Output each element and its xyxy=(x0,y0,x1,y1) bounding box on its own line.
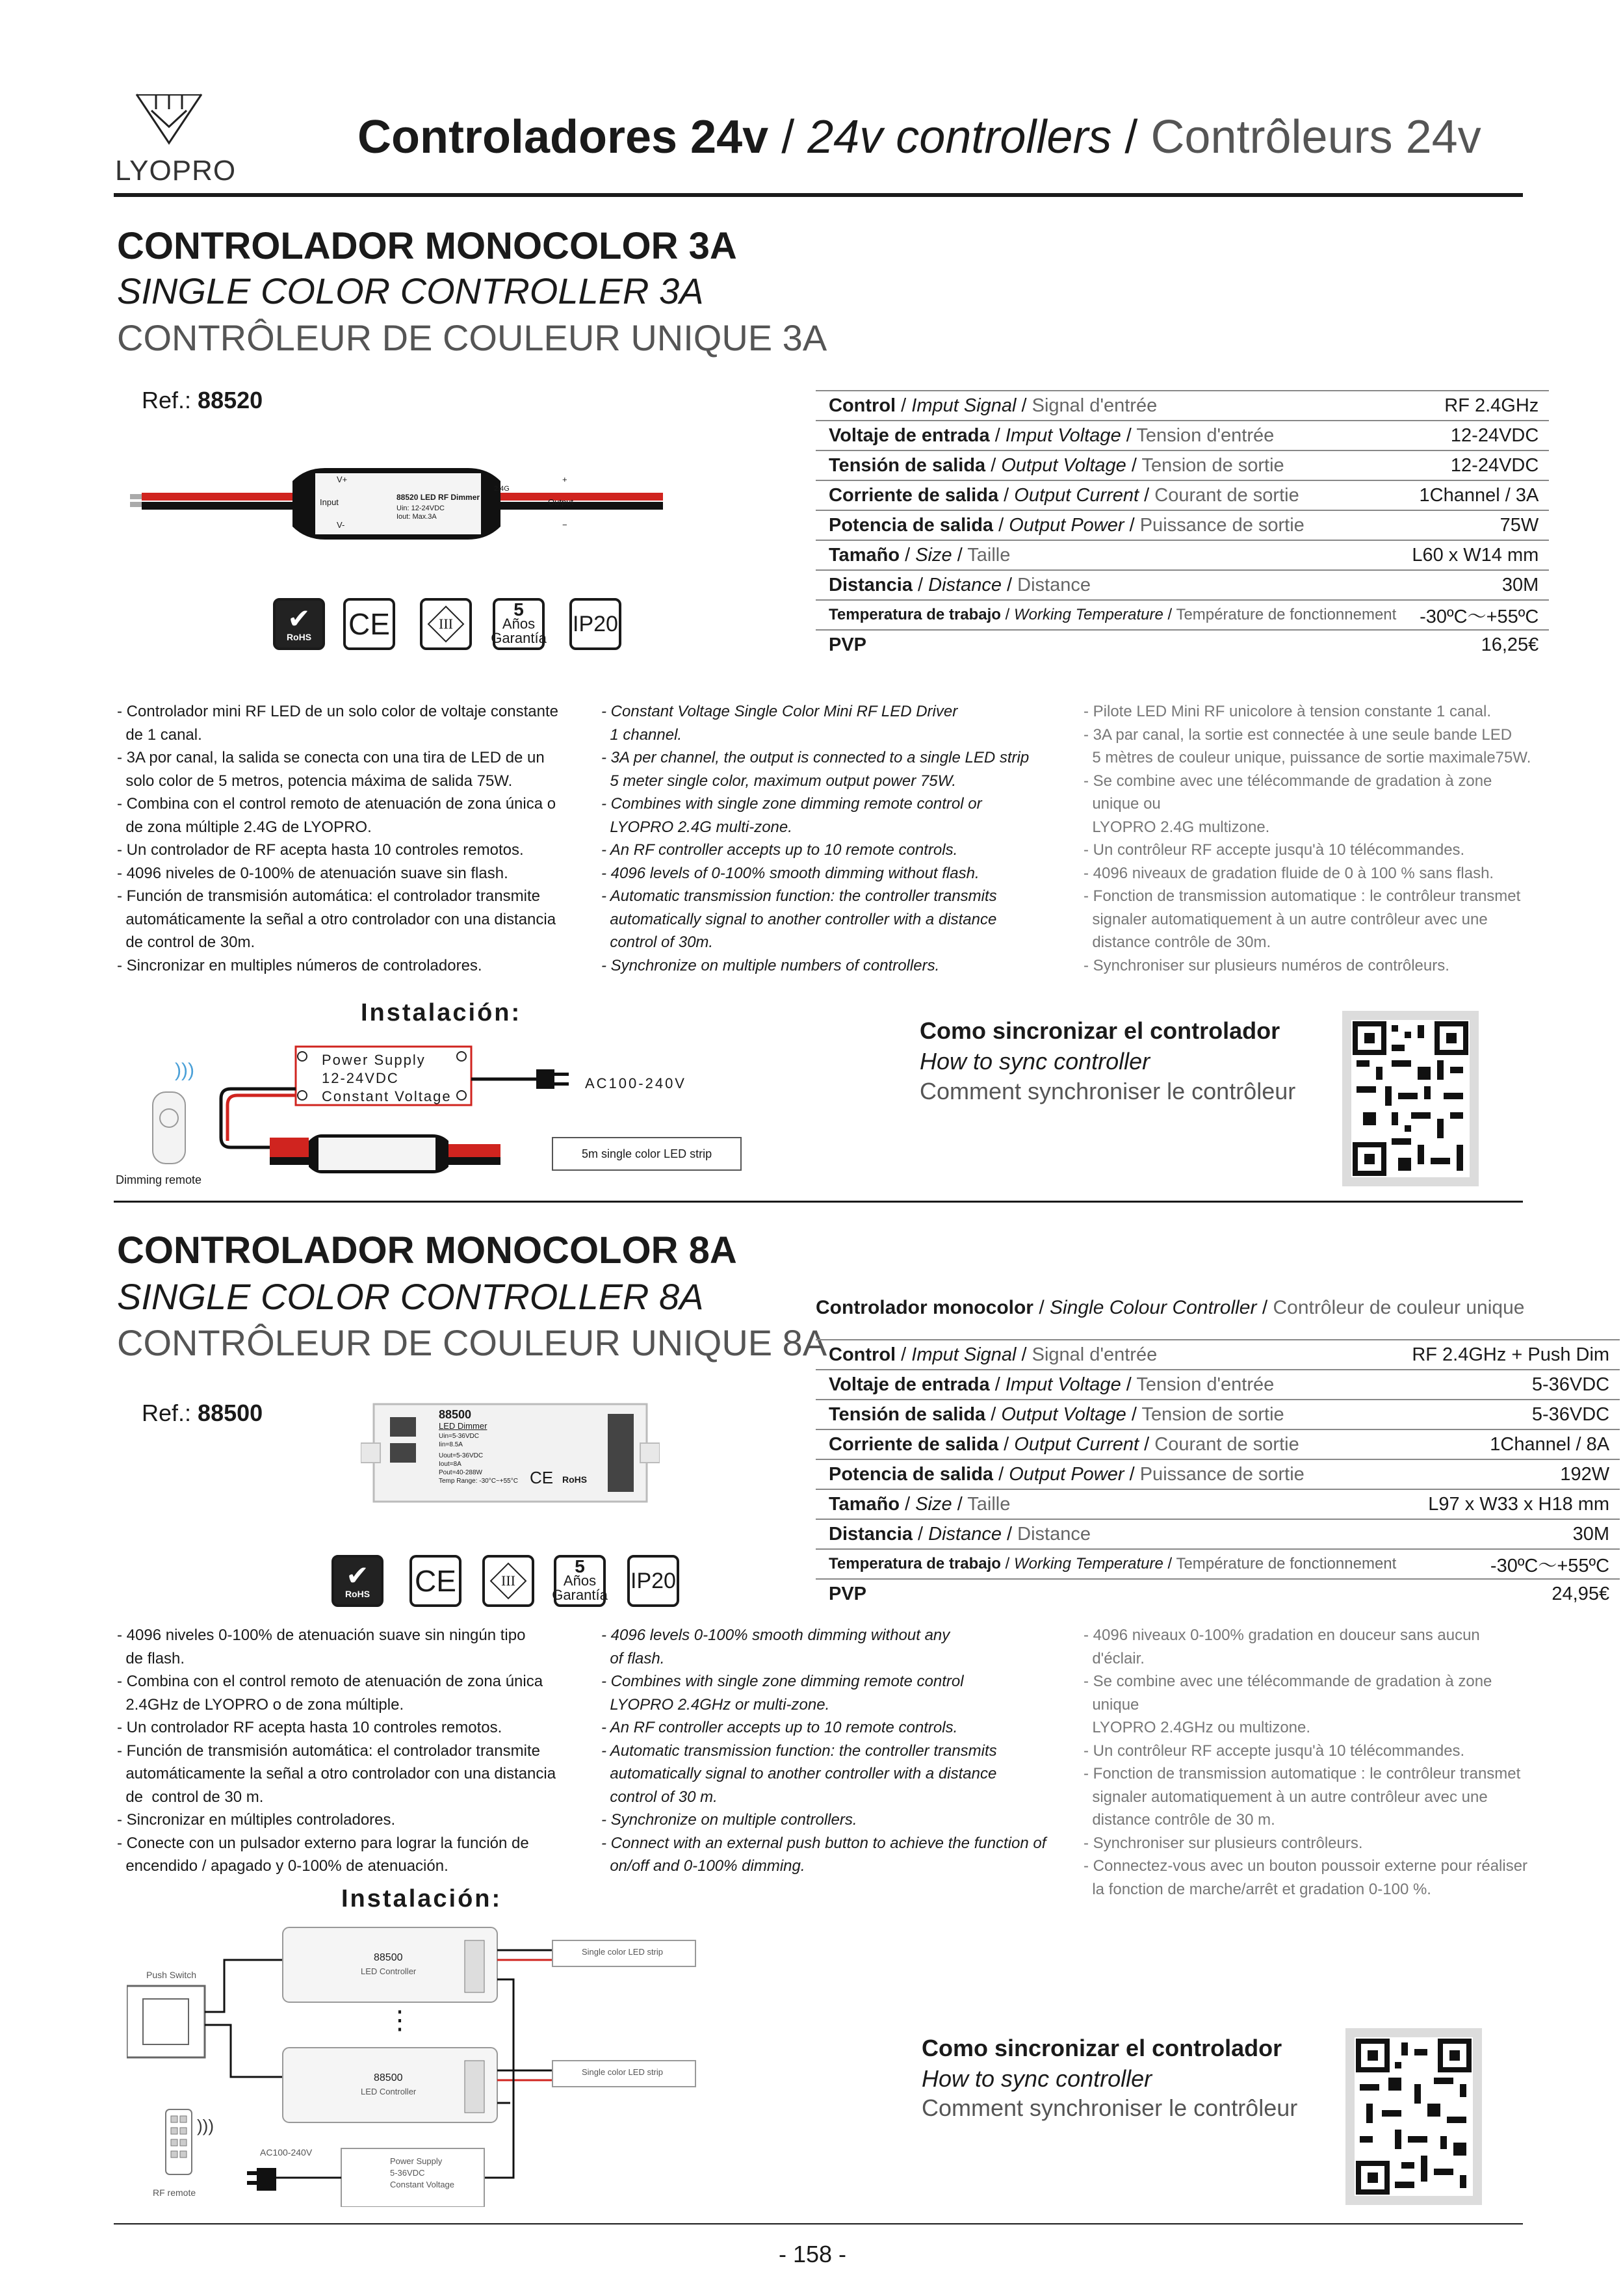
product1-desc-fr: - Pilote LED Mini RF unicolore à tension constante 1 canal. - 3A par canal, la sortie est connectée à une seule bande LED 5 mètres de couleur unique, puissance de sortie maximale75W. - Se combine avec une télécommande de gradation à zone unique ou LYOPRO 2.4G multizone. - Un contrôleur RF accepte jusqu'à 10 télécommandes. - 4096 niveaux de gradation fluide de 0 à 100 % sans flash. - Fonction de transmission automatique : le contrôleur transmet signaler automatiquement à un autre contrôleur avec une distance contrôle de 30m. - Synchroniser sur plusieurs numéros de contrôleurs. xyxy=(1084,703,1531,974)
warranty-label: Garantía xyxy=(491,630,547,646)
product1-desc-es: - Controlador mini RF LED de un solo color de voltaje constante de 1 canal. - 3A por canal, la salida se conecta con una tira de LED de un solo color de 5 metros, potencia máxima de salida 75W. - Combina con el control remoto de atenuación de zona única o de zona múltiple 2.4G de LYOPRO. - Un controlador de RF acepta hasta 10 controles remotos. - 4096 niveles de 0-100% de atenuación suave sin flash. - Función de transmisión automática: el controlador transmite automáticamente la señal a otro controlador con una distancia de control de 30m. - Sincronizar en multiples números de controladores. xyxy=(117,703,559,974)
product2-subtitle: Controlador monocolor / Single Colour Controller / Contrôleur de couleur unique xyxy=(816,1297,1525,1318)
title-fr: Contrôleurs 24v xyxy=(1150,111,1481,163)
section-separator xyxy=(114,1201,1523,1203)
spec-label-fr: Courant de sortie xyxy=(1154,1433,1299,1455)
install-voltage: 12-24VDC xyxy=(322,1070,399,1086)
ce-badge: CE xyxy=(409,1555,461,1607)
rohs-badge xyxy=(273,598,325,650)
spec-label: Voltaje de entrada / Imput Voltage / Tension d'entrée xyxy=(816,421,1399,450)
device-vminus: V- xyxy=(337,520,345,530)
title-sep: / xyxy=(1111,111,1151,163)
install-remote-label: Dimming remote xyxy=(116,1173,202,1186)
title-sep: / xyxy=(768,111,808,163)
product2-desc-en: - 4096 levels 0-100% smooth dimming without any of flash. - Combines with single zone dimming remote control LYOPRO 2.4GHz or multi-zone. - An RF controller accepts up to 10 remote controls. - Automatic transmission function: the controller transmits automatically signal to another controller with a distance control of 30 m. - Synchronize on multiple controllers. - Connect with an external push button to achieve the function of on/off and 0-100% dimming. xyxy=(601,1626,1046,1875)
price-label: PVP xyxy=(829,1583,867,1604)
spec-value: 12-24VDC xyxy=(1399,450,1549,480)
spec-label-fr: Tension de sortie xyxy=(1141,1403,1284,1425)
product1-device-image xyxy=(130,455,669,553)
install-push-switch: Push Switch xyxy=(146,1970,197,1980)
spec-label-en: Output Power xyxy=(1009,514,1124,536)
spec-label: Temperatura de trabajo / Working Temperature / Température de fonctionnement xyxy=(816,1549,1399,1579)
spec-label: Potencia de salida / Output Power / Puissance de sortie xyxy=(816,510,1399,540)
spec-row xyxy=(816,391,1549,421)
product2-ref xyxy=(142,1400,263,1427)
warranty-anos: Años xyxy=(502,616,536,632)
logo-triangle-icon xyxy=(114,91,237,156)
ref-label: Ref.: xyxy=(142,387,192,413)
device-rohs: RoHS xyxy=(562,1474,588,1485)
spec-label: Control / Imput Signal / Signal d'entrée xyxy=(816,1340,1399,1370)
spec-label-fr: Température de fonctionnement xyxy=(1176,1555,1397,1572)
spec-row xyxy=(816,1489,1620,1519)
spec-label-en: Output Power xyxy=(1009,1463,1124,1485)
install-controller-model: 88500 xyxy=(374,2072,403,2083)
device-iout: Iout: Max.3A xyxy=(396,513,437,521)
product2-sync-fr: Comment synchroniser le contrôleur xyxy=(922,2094,1298,2121)
spec-label-en: Working Temperature xyxy=(1013,1555,1163,1572)
spec-row xyxy=(816,1549,1620,1579)
title-es: Controladores 24v xyxy=(357,111,769,163)
device-band: 2.4G xyxy=(494,485,510,493)
spec-value: -30ºC～+55ºC xyxy=(1399,600,1549,630)
spec-label-en: Output Current xyxy=(1014,484,1139,506)
product2-sync-en: How to sync controller xyxy=(922,2065,1152,2092)
ref-label: Ref.: xyxy=(142,1400,192,1426)
spec-row xyxy=(816,600,1549,630)
spec-label: Corriente de salida / Output Current / Courant de sortie xyxy=(816,480,1399,510)
install-ac: AC100-240V xyxy=(260,2147,313,2158)
install-power-supply: Power Supply xyxy=(322,1052,426,1068)
price-row xyxy=(816,630,1549,659)
ip20-badge: IP20 xyxy=(569,598,621,650)
spec-label-es: Potencia de salida xyxy=(829,1463,994,1485)
ref-number: 88500 xyxy=(198,1400,263,1426)
device-pout: Pout=40-288W xyxy=(439,1469,482,1476)
product2-install-diagram xyxy=(127,1921,712,2207)
spec-label: Distancia / Distance / Distance xyxy=(816,570,1399,600)
class3-badge xyxy=(482,1555,534,1607)
spec-row xyxy=(816,510,1549,540)
install-constant: Constant Voltage xyxy=(322,1088,452,1104)
product1-sync-fr: Comment synchroniser le contrôleur xyxy=(920,1078,1296,1104)
product2-desc-es: - 4096 niveles 0-100% de atenuación suave sin ningún tipo de flash. - Combina con el control remoto de atenuación de zona única 2.4GHz de LYOPRO o de zona múltiple. - Un controlador RF acepta hasta 10 controles remotos. - Función de transmisión automática: el controlador transmite automáticamente la señal a otro controlador con una distancia de control de 30 m. - Sincronizar en múltiples controladores. - Conecte con un pulsador externo para lograr la función de encendido / apagado y 0-100% de atenuación. xyxy=(117,1626,556,1875)
wireless-signal-icon: ))) xyxy=(197,2116,214,2135)
class-label: III xyxy=(501,1572,515,1589)
spec-value: 5-36VDC xyxy=(1399,1400,1620,1429)
ce-badge: CE xyxy=(343,598,395,650)
device-input: Input xyxy=(320,497,339,507)
device-minus: − xyxy=(562,520,567,530)
product1-name-en: SINGLE COLOR CONTROLLER 3A xyxy=(117,270,704,311)
price-row xyxy=(816,1579,1620,1608)
spec-label-es: Voltaje de entrada xyxy=(829,424,990,446)
price-value: 24,95€ xyxy=(1552,1583,1610,1604)
spec-value: 12-24VDC xyxy=(1399,421,1549,450)
qr-icon xyxy=(1355,2037,1473,2196)
subtitle-es: Controlador monocolor xyxy=(816,1297,1033,1318)
warranty-badge xyxy=(554,1555,606,1607)
spec-label-es: Potencia de salida xyxy=(829,514,994,536)
spec-label-fr: Puissance de sortie xyxy=(1139,514,1305,536)
page-number: - 158 - xyxy=(778,2241,847,2267)
title-en: 24v controllers xyxy=(807,111,1112,163)
spec-value: RF 2.4GHz xyxy=(1399,391,1549,421)
spec-label-es: Tamaño xyxy=(829,1493,900,1515)
page-title xyxy=(357,111,1481,164)
product1-name-fr: CONTRÔLEUR DE COULEUR UNIQUE 3A xyxy=(117,317,827,358)
spec-label: Distancia / Distance / Distance xyxy=(816,1519,1399,1549)
product2-sync-es: Como sincronizar el controlador xyxy=(922,2035,1282,2061)
install-strip: Single color LED strip xyxy=(582,2067,663,2077)
qr-icon xyxy=(1351,1020,1470,1177)
install-ac: AC100-240V xyxy=(585,1075,686,1091)
product2-install-title: Instalación: xyxy=(341,1885,502,1912)
spec-label-fr: Signal d'entrée xyxy=(1032,395,1158,416)
spec-row xyxy=(816,1429,1620,1459)
wireless-signal-icon: ))) xyxy=(175,1060,194,1081)
product2-qr-code[interactable] xyxy=(1345,2028,1482,2205)
rohs-label: RoHS xyxy=(344,1589,370,1599)
spec-label-es: Corriente de salida xyxy=(829,1433,999,1455)
spec-label-es: Voltaje de entrada xyxy=(829,1374,990,1395)
spec-value: L60 x W14 mm xyxy=(1399,540,1549,570)
class-label: III xyxy=(439,616,453,632)
spec-row xyxy=(816,1370,1620,1400)
product1-sync-es: Como sincronizar el controlador xyxy=(920,1017,1280,1044)
spec-label-es: Tensión de salida xyxy=(829,1403,986,1425)
spec-value: 75W xyxy=(1399,510,1549,540)
spec-label-es: Tamaño xyxy=(829,544,900,566)
spec-value: 1Channel / 8A xyxy=(1399,1429,1620,1459)
device-iout: Iout=8A xyxy=(439,1461,461,1468)
product2-spec-table xyxy=(816,1339,1620,1608)
product1-spec-table xyxy=(816,390,1549,659)
spec-label-fr: Tension d'entrée xyxy=(1136,424,1275,446)
spec-label-fr: Distance xyxy=(1017,574,1091,595)
product1-sync-en: How to sync controller xyxy=(920,1048,1150,1075)
spec-value: 5-36VDC xyxy=(1399,1370,1620,1400)
device-title: 88520 LED RF Dimmer xyxy=(396,493,480,502)
device-iin: Iin=8.5A xyxy=(439,1441,463,1448)
spec-label-fr: Taille xyxy=(967,1493,1011,1515)
product2-device-image xyxy=(361,1391,660,1515)
spec-value: 192W xyxy=(1399,1459,1620,1489)
device-output: Output xyxy=(548,497,574,507)
install-power-supply: Power Supply xyxy=(390,2156,443,2166)
spec-label: Control / Imput Signal / Signal d'entrée xyxy=(816,391,1399,421)
spec-label-en: Output Voltage xyxy=(1001,454,1126,476)
product2-desc-fr: - 4096 niveaux 0-100% gradation en douceur sans aucun d'éclair. - Se combine avec une télécommande de gradation à zone unique LYOPRO 2.4GHz ou multizone. - Un contrôleur RF accepte jusqu'à 10 télécommandes. - Fonction de transmission automatique : le contrôleur transmet signaler automatiquement à un autre contrôleur avec une distance contrôle de 30 m. - Synchroniser sur plusieurs contrôleurs. - Connectez-vous avec un bouton poussoir externe pour réaliser la fonction de marche/arrêt et gradation 0-100 %. xyxy=(1084,1626,1528,1898)
spec-label-en: Imput Signal xyxy=(911,395,1017,416)
spec-row xyxy=(816,540,1549,570)
install-controller-label: LED Controller xyxy=(361,2087,417,2096)
spec-label-en: Output Current xyxy=(1014,1433,1139,1455)
device-plus: + xyxy=(562,475,567,484)
spec-label-en: Imput Signal xyxy=(911,1344,1017,1365)
spec-row xyxy=(816,1400,1620,1429)
spec-label: Temperatura de trabajo / Working Temperature / Température de fonctionnement xyxy=(816,600,1399,630)
product2-name-es: CONTROLADOR MONOCOLOR 8A xyxy=(117,1229,737,1272)
rohs-label: RoHS xyxy=(286,632,312,642)
spec-value: 1Channel / 3A xyxy=(1399,480,1549,510)
spec-row xyxy=(816,1459,1620,1489)
device-uin: Uin=5-36VDC xyxy=(439,1433,479,1440)
spec-label-en: Output Voltage xyxy=(1001,1403,1126,1425)
warranty-badge xyxy=(493,598,545,650)
price-label: PVP xyxy=(829,634,867,655)
spec-value: 30M xyxy=(1399,570,1549,600)
check-icon: ✔ xyxy=(346,1560,369,1591)
spec-label-es: Distancia xyxy=(829,1523,913,1545)
install-ellipsis: ⋮ xyxy=(387,2006,413,2035)
product1-name-es: CONTROLADOR MONOCOLOR 3A xyxy=(117,225,737,267)
spec-label-fr: Taille xyxy=(967,544,1011,566)
spec-row xyxy=(816,1340,1620,1370)
spec-label-en: Imput Voltage xyxy=(1005,1374,1121,1395)
subtitle-en: Single Colour Controller xyxy=(1050,1297,1257,1318)
install-controller-label: LED Controller xyxy=(361,1966,417,1976)
device-ce: CE xyxy=(530,1468,554,1487)
install-remote-label: RF remote xyxy=(153,2187,196,2198)
spec-label-es: Tensión de salida xyxy=(829,454,986,476)
device-type: LED Dimmer xyxy=(439,1421,487,1431)
spec-row xyxy=(816,570,1549,600)
spec-label-es: Control xyxy=(829,395,896,416)
spec-label-en: Size xyxy=(915,1493,952,1515)
spec-label: Tensión de salida / Output Voltage / Tension de sortie xyxy=(816,450,1399,480)
subtitle-fr: Contrôleur de couleur unique xyxy=(1273,1297,1525,1318)
product1-install-title: Instalación: xyxy=(361,999,522,1026)
spec-value: -30ºC～+55ºC xyxy=(1399,1549,1620,1579)
logo-text: LYOPRO xyxy=(114,155,237,187)
product2-name-fr: CONTRÔLEUR DE COULEUR UNIQUE 8A xyxy=(117,1322,827,1363)
product1-desc-en: - Constant Voltage Single Color Mini RF LED Driver 1 channel. - 3A per channel, the output is connected to a single LED strip 5 meter single color, maximum output power 75W. - Combines with single zone dimming remote control or LYOPRO 2.4G multi-zone. - An RF controller accepts up to 10 remote controls. - 4096 levels of 0-100% smooth dimming without flash. - Automatic transmission function: the controller transmits automatically signal to another controller with a distance control of 30m. - Synchronize on multiple numbers of controllers. xyxy=(601,703,1030,974)
warranty-years: 5 xyxy=(513,599,524,620)
warranty-label: Garantía xyxy=(552,1587,608,1603)
product1-qr-code[interactable] xyxy=(1342,1011,1479,1186)
spec-label: Potencia de salida / Output Power / Puissance de sortie xyxy=(816,1459,1399,1489)
device-vplus: V+ xyxy=(337,475,348,484)
spec-label-fr: Distance xyxy=(1017,1523,1091,1545)
spec-row xyxy=(816,1519,1620,1549)
device-uout: Uout=5-36VDC xyxy=(439,1452,484,1459)
spec-label-fr: Courant de sortie xyxy=(1154,484,1299,506)
spec-label-es: Temperatura de trabajo xyxy=(829,1555,1001,1572)
spec-label-es: Control xyxy=(829,1344,896,1365)
spec-label-es: Distancia xyxy=(829,574,913,595)
spec-row xyxy=(816,480,1549,510)
device-model: 88500 xyxy=(439,1408,472,1421)
spec-label-en: Working Temperature xyxy=(1013,606,1163,623)
spec-row xyxy=(816,450,1549,480)
install-controller-model: 88500 xyxy=(374,1952,403,1963)
spec-label: Tensión de salida / Output Voltage / Tension de sortie xyxy=(816,1400,1399,1429)
product2-name-en: SINGLE COLOR CONTROLLER 8A xyxy=(117,1276,704,1317)
warranty-anos: Años xyxy=(563,1572,597,1589)
spec-label: Voltaje de entrada / Imput Voltage / Tension d'entrée xyxy=(816,1370,1399,1400)
header-rule xyxy=(114,193,1523,197)
spec-label-fr: Puissance de sortie xyxy=(1139,1463,1305,1485)
spec-label-en: Distance xyxy=(928,1523,1002,1545)
spec-row xyxy=(816,421,1549,450)
spec-label: Corriente de salida / Output Current / Courant de sortie xyxy=(816,1429,1399,1459)
spec-label-fr: Tension de sortie xyxy=(1141,454,1284,476)
install-voltage: 5-36VDC xyxy=(390,2168,425,2178)
spec-label-en: Imput Voltage xyxy=(1005,424,1121,446)
spec-label-fr: Température de fonctionnement xyxy=(1176,606,1397,623)
spec-value: L97 x W33 x H18 mm xyxy=(1399,1489,1620,1519)
rohs-badge xyxy=(331,1555,383,1607)
class3-badge xyxy=(420,598,472,650)
device-temp: Temp Range: -30°C~+55°C xyxy=(439,1478,518,1485)
ref-number: 88520 xyxy=(198,387,263,413)
spec-label-es: Temperatura de trabajo xyxy=(829,606,1001,623)
install-strip: Single color LED strip xyxy=(582,1947,663,1957)
spec-label-en: Size xyxy=(915,544,952,566)
spec-label: Tamaño / Size / Taille xyxy=(816,540,1399,570)
spec-label-en: Distance xyxy=(928,574,1002,595)
spec-label-fr: Signal d'entrée xyxy=(1032,1344,1158,1365)
install-strip: 5m single color LED strip xyxy=(582,1147,712,1160)
warranty-years: 5 xyxy=(575,1556,585,1576)
spec-label: Tamaño / Size / Taille xyxy=(816,1489,1399,1519)
product1-ref xyxy=(142,387,263,414)
spec-label-es: Corriente de salida xyxy=(829,484,999,506)
device-uin: Uin: 12-24VDC xyxy=(396,504,445,512)
price-value: 16,25€ xyxy=(1481,634,1539,655)
spec-value: RF 2.4GHz + Push Dim xyxy=(1399,1340,1620,1370)
install-constant: Constant Voltage xyxy=(390,2180,455,2189)
ip20-badge: IP20 xyxy=(627,1555,679,1607)
product1-install-diagram xyxy=(114,1034,764,1190)
check-icon: ✔ xyxy=(287,603,311,634)
spec-label-fr: Tension d'entrée xyxy=(1136,1374,1275,1395)
spec-value: 30M xyxy=(1399,1519,1620,1549)
footer-rule xyxy=(114,2223,1523,2224)
